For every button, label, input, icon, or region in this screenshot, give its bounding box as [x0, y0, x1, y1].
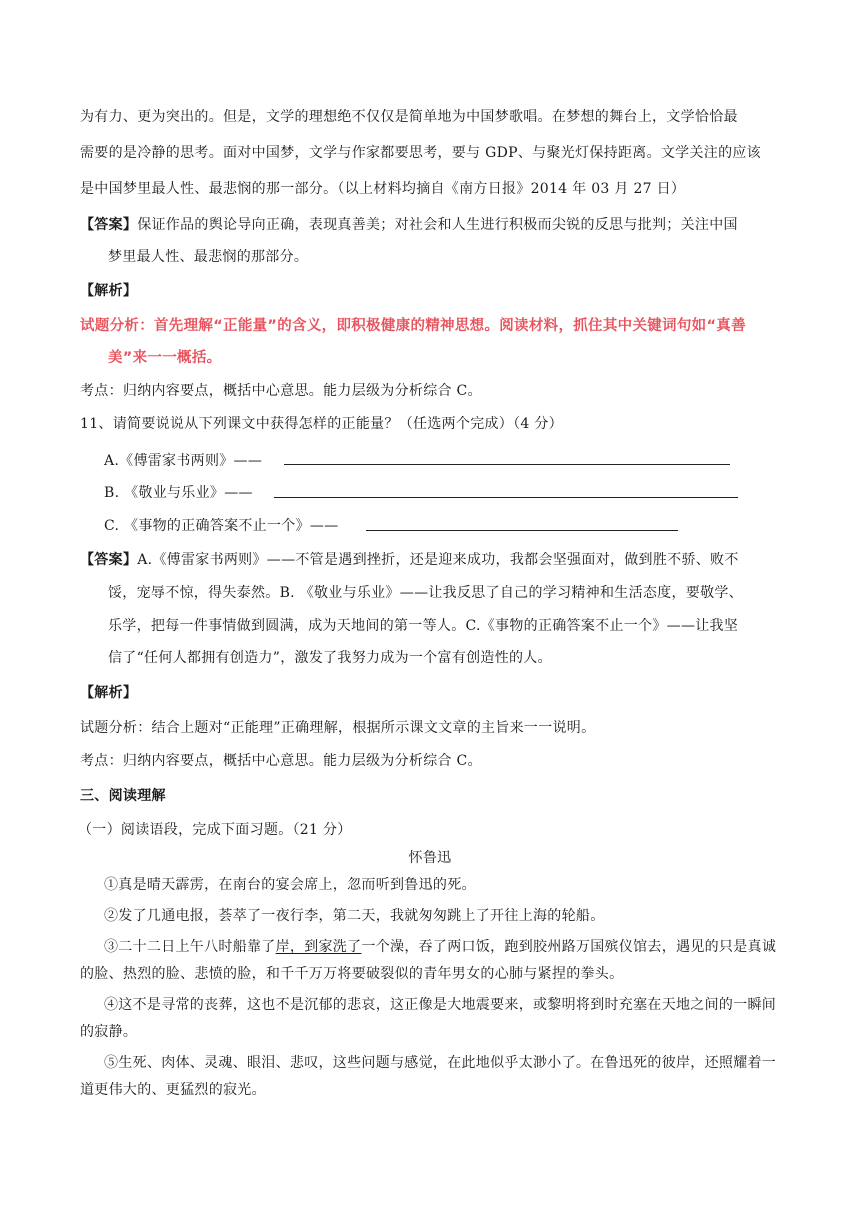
kaodian-line: 考点：归纳内容要点，概括中心意思。能力层级为分析综合 C。: [80, 383, 482, 399]
section-heading: 三、阅读理解: [80, 788, 166, 804]
passage-text: ③二十二日上午八时船靠了: [104, 939, 276, 955]
passage-line: 的寂静。: [80, 1024, 138, 1040]
passage-line: ④这不是寻常的丧葬，这也不是沉郁的悲哀，这正像是大地震要来，或黎明将到时充塞在天地之间的一瞬间: [104, 997, 777, 1013]
q11-option-b: B. 《敬业与乐业》——: [104, 485, 253, 501]
paragraph-line: 是中国梦里最人性、最悲悯的那一部分。（以上材料均摘自《南方日报》2014 年 03 月 27 日）: [80, 181, 686, 197]
q11-answer-line: 馁，宠辱不惊，得失泰然。B. 《敬业与乐业》——让我反思了自己的学习精神和生活态度，要敬学、: [108, 585, 743, 601]
kaodian-line: 考点：归纳内容要点，概括中心意思。能力层级为分析综合 C。: [80, 753, 482, 769]
analysis-tag: 【解析】: [80, 283, 138, 299]
q11-option-a: A.《傅雷家书两则》——: [104, 453, 263, 469]
q10-answer-line: [80, 215, 780, 235]
section-subheading: （一）阅读语段，完成下面习题。（21 分）: [78, 822, 352, 838]
q11-option-c: C. 《事物的正确答案不止一个》——: [104, 518, 339, 534]
answer-blank-a[interactable]: [284, 464, 730, 465]
paragraph-line: 为有力、更为突出的。但是，文学的理想绝不仅仅是简单地为中国梦歌唱。在梦想的舞台上，文学恰恰最: [80, 109, 738, 125]
analysis-red-line: 试题分析：首先理解“正能量”的含义，即积极健康的精神思想。阅读材料，抓住其中关键词句如“真善: [80, 318, 746, 334]
answer-tag: 【答案】: [80, 217, 138, 233]
analysis-line: 试题分析：结合上题对“正能理”正确理解，根据所示课文文章的主旨来一一说明。: [80, 720, 596, 736]
underlined-text: 岸，到家洗了: [275, 939, 362, 955]
analysis-tag: 【解析】: [80, 685, 138, 701]
answer-tag: 【答案】: [80, 552, 138, 568]
answer-blank-b[interactable]: [274, 497, 738, 498]
passage-line: ②发了几通电报，荟萃了一夜行李，第二天，我就匆匆跳上了开往上海的轮船。: [104, 908, 605, 924]
passage-title: 怀鲁迅: [408, 850, 452, 866]
answer-blank-c[interactable]: [366, 530, 678, 531]
q11-answer-line: 乐学，把每一件事情做到圆满，成为天地间的第一等人。C.《事物的正确答案不止一个》——让我坚: [108, 618, 739, 634]
passage-line: 道更伟大的、更猛烈的寂光。: [80, 1082, 266, 1098]
passage-line: ①真是晴天霹雳，在南台的宴会席上，忽而听到鲁迅的死。: [104, 877, 476, 893]
q11-question: 11、请简要说说从下列课文中获得怎样的正能量？（任选两个完成）（4 分）: [80, 416, 563, 432]
answer-text: 保证作品的舆论导向正确，表现真善美；对社会和人生进行积极而尖锐的反思与批判；关注中国: [137, 217, 738, 233]
q11-answer-line: [80, 550, 780, 570]
paragraph-line: 需要的是冷静的思考。面对中国梦，文学与作家都要思考，要与 GDP、与聚光灯保持距离。文学关注的应该: [80, 145, 761, 161]
passage-line: [104, 937, 804, 957]
passage-line: ⑤生死、肉体、灵魂、眼泪、悲叹，这些问题与感觉，在此地似乎太渺小了。在鲁迅死的彼岸，还照耀着一: [104, 1055, 777, 1071]
analysis-red-line: 美”来一一概括。: [108, 350, 222, 366]
answer-text: A.《傅雷家书两则》——不管是遇到挫折，还是迎来成功，我都会坚强面对，做到胜不骄、败不: [137, 552, 739, 568]
passage-line: 的脸、热烈的脸、悲愤的脸，和千千万万将要破裂似的青年男女的心肺与紧捏的拳头。: [80, 966, 624, 982]
passage-text: 一个澡，吞了两口饭，跑到胶州路万国殡仪馆去，遇见的只是真诚: [361, 939, 777, 955]
q10-answer-line: 梦里最人性、最悲悯的那部分。: [108, 249, 309, 265]
q11-answer-line: 信了“任何人都拥有创造力”，激发了我努力成为一个富有创造性的人。: [108, 650, 552, 666]
